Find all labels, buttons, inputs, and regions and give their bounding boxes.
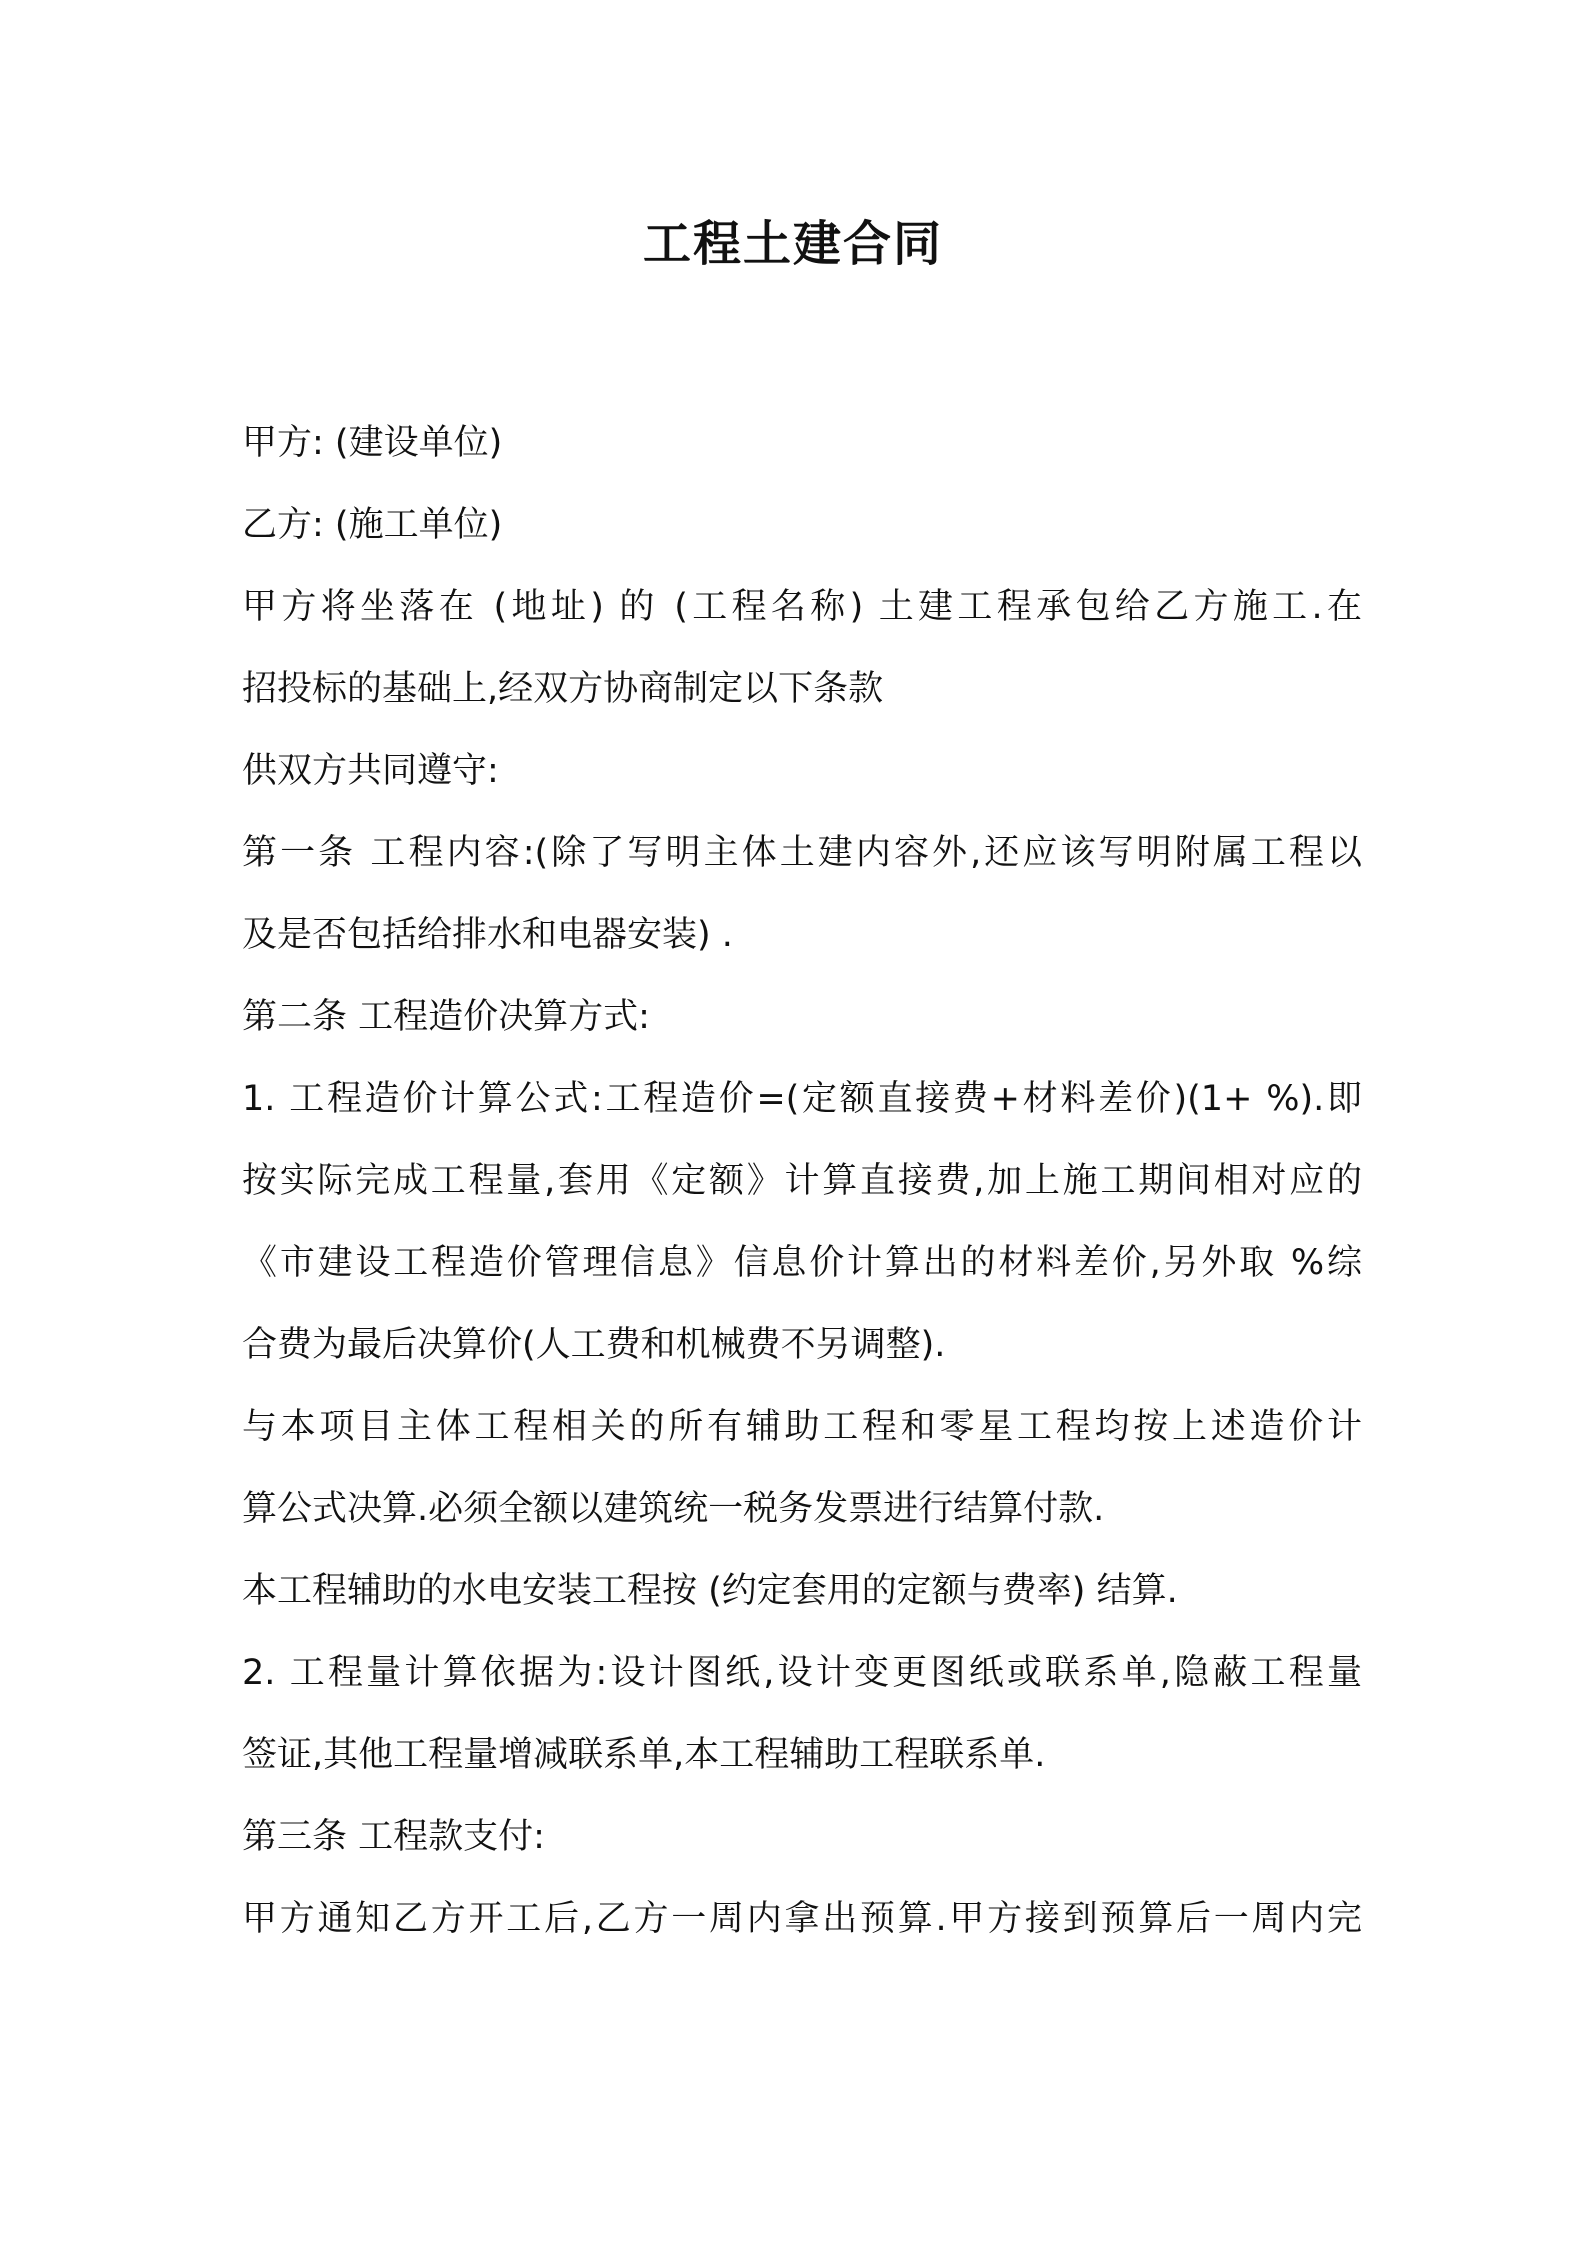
article-2-item-1-line-4: 合费为最后决算价(人工费和机械费不另调整).: [242, 1325, 946, 1365]
article-2-item-1-line-2: 按实际完成工程量,套用《定额》计算直接费,加上施工期间相对应的: [242, 1161, 1362, 1201]
article-1-line-1: 第一条 工程内容:(除了写明主体土建内容外,还应该写明附属工程以: [242, 833, 1362, 873]
article-3-heading: 第三条 工程款支付:: [242, 1817, 545, 1857]
article-1-line-2: 及是否包括给排水和电器安装) .: [242, 915, 733, 955]
article-2-utilities-line: 本工程辅助的水电安装工程按 (约定套用的定额与费率) 结算.: [242, 1571, 1178, 1611]
intro-line-3: 供双方共同遵守:: [242, 751, 499, 791]
party-a-line: 甲方: (建设单位): [242, 423, 503, 463]
article-2-heading: 第二条 工程造价决算方式:: [242, 997, 650, 1037]
article-2-item-1-line-1: 1. 工程造价计算公式:工程造价=(定额直接费+材料差价)(1+ %).即: [242, 1079, 1362, 1119]
article-2-item-1-line-3: 《市建设工程造价管理信息》信息价计算出的材料差价,另外取 %综: [242, 1243, 1362, 1283]
article-2-related-line-2: 算公式决算.必须全额以建筑统一税务发票进行结算付款.: [242, 1489, 1105, 1529]
article-3-line-1: 甲方通知乙方开工后,乙方一周内拿出预算.甲方接到预算后一周内完: [242, 1899, 1362, 1939]
party-b-line: 乙方: (施工单位): [242, 505, 503, 545]
document-body: [242, 402, 1362, 1960]
intro-line-2: 招投标的基础上,经双方协商制定以下条款: [242, 669, 884, 709]
article-2-item-2-line-1: 2. 工程量计算依据为:设计图纸,设计变更图纸或联系单,隐蔽工程量: [242, 1653, 1362, 1693]
article-2-related-line-1: 与本项目主体工程相关的所有辅助工程和零星工程均按上述造价计: [242, 1407, 1362, 1447]
article-2-item-2-line-2: 签证,其他工程量增减联系单,本工程辅助工程联系单.: [242, 1735, 1046, 1775]
intro-line-1: 甲方将坐落在 (地址) 的 (工程名称) 土建工程承包给乙方施工.在: [242, 587, 1362, 627]
document-title: 工程土建合同: [642, 216, 943, 272]
